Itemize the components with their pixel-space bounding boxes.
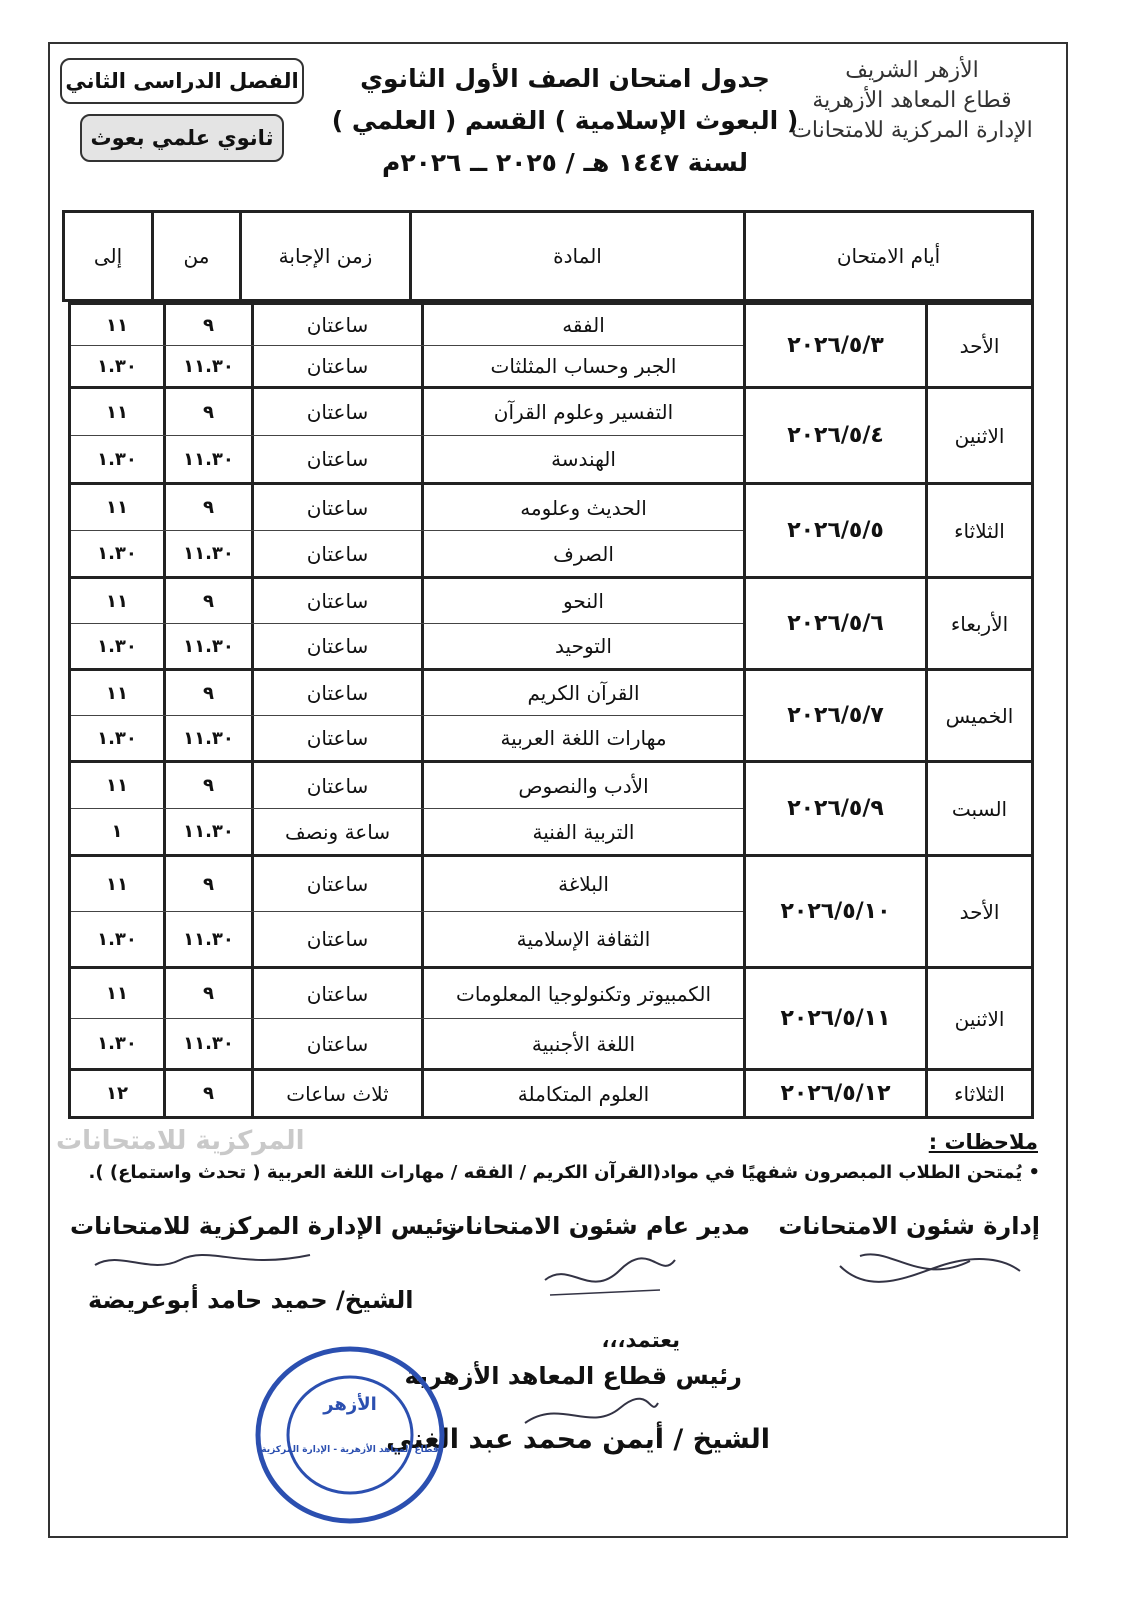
day-name: الأحد: [925, 305, 1031, 386]
subject: الكمبيوتر وتكنولوجيا المعلومات: [421, 969, 743, 1018]
duration: ساعة ونصف: [251, 809, 421, 854]
time-to: ١.٣٠: [97, 635, 137, 657]
day-name: الثلاثاء: [925, 1071, 1031, 1116]
sig-exam-affairs: إدارة شئون الامتحانات: [778, 1212, 1040, 1240]
table-row: [71, 305, 743, 345]
org-line-1: الأزهر الشريف: [845, 58, 979, 83]
time-from: ١١.٣٠: [163, 1019, 251, 1068]
schedule-table: [68, 302, 1034, 1119]
document-title: [330, 58, 800, 184]
sig-central-head: رئيس الإدارة المركزية للامتحانات: [70, 1212, 458, 1240]
subject: القرآن الكريم: [421, 671, 743, 715]
stamp-top-text: الأزهر: [323, 1394, 377, 1415]
day-name: السبت: [925, 763, 1031, 854]
exam-date: ٢٠٢٦/٥/٤: [743, 389, 925, 482]
exam-date: ٢٠٢٦/٥/٦: [743, 579, 925, 668]
col-header-from: من: [151, 213, 239, 299]
note-item: • يُمتحن الطلاب المبصرون شفهيًا في مواد(القرآن الكريم / الفقه / مهارات اللغة العربية ( تحدث واستماع) ).: [88, 1162, 1040, 1183]
duration: ساعتان: [251, 857, 421, 911]
approve-label: يعتمد،،،: [601, 1328, 680, 1352]
time-from: ٩: [163, 389, 251, 435]
exam-date: ٢٠٢٦/٥/٩: [743, 763, 925, 854]
subject: الأدب والنصوص: [421, 763, 743, 808]
term-label-box: الفصل الدراسى الثاني: [60, 58, 304, 104]
time-from: ١١.٣٠: [163, 716, 251, 760]
col-header-to: إلى: [93, 244, 123, 268]
time-from: ٩: [163, 1071, 251, 1116]
col-header-days: أيام الامتحان: [743, 213, 1031, 299]
table-row: [71, 1018, 743, 1068]
day-block: [71, 482, 1031, 576]
duration: ساعتان: [251, 579, 421, 623]
time-from: ٩: [163, 763, 251, 808]
subject: اللغة الأجنبية: [421, 1019, 743, 1068]
subject: الثقافة الإسلامية: [421, 912, 743, 966]
duration: ثلاث ساعات: [251, 1071, 421, 1116]
time-from: ١١.٣٠: [163, 346, 251, 386]
time-from: ٩: [163, 305, 251, 345]
signature-scribble-2: [540, 1240, 680, 1310]
time-from: ٩: [163, 671, 251, 715]
time-from: ١١.٣٠: [163, 531, 251, 576]
subject: الهندسة: [421, 436, 743, 482]
subject: الحديث وعلومه: [421, 485, 743, 530]
exam-date: ٢٠٢٦/٥/٣: [743, 305, 925, 386]
duration: ساعتان: [251, 389, 421, 435]
day-block: [71, 576, 1031, 668]
duration: ساعتان: [251, 305, 421, 345]
time-from: ٩: [163, 857, 251, 911]
table-row: [71, 763, 743, 808]
time-to: ١.٣٠: [97, 448, 137, 470]
day-name: الاثنين: [925, 969, 1031, 1068]
sig-sector-head: رئيس قطاع المعاهد الأزهرية: [404, 1362, 742, 1390]
org-line-2: قطاع المعاهد الأزهرية: [812, 88, 1012, 113]
time-to: ١١: [106, 590, 128, 612]
table-row: [71, 808, 743, 854]
exam-date: ٢٠٢٦/٥/١٢: [743, 1071, 925, 1116]
day-name: الأربعاء: [925, 579, 1031, 668]
table-row: [71, 911, 743, 966]
duration: ساعتان: [251, 671, 421, 715]
title-line-1: جدول امتحان الصف الأول الثانوي: [360, 64, 770, 93]
time-to: ١: [111, 821, 123, 842]
time-to: ١١: [106, 497, 128, 518]
day-name: الثلاثاء: [925, 485, 1031, 576]
time-to: ١١: [106, 682, 128, 704]
signature-scribble-3: [90, 1240, 320, 1290]
signature-scribble-4: [520, 1388, 660, 1438]
duration: ساعتان: [251, 763, 421, 808]
table-row: [71, 389, 743, 435]
duration: ساعتان: [251, 1019, 421, 1068]
day-block: [71, 966, 1031, 1068]
duration: ساعتان: [251, 531, 421, 576]
subject: الجبر وحساب المثلثات: [421, 346, 743, 386]
watermark: المركزية للامتحانات: [56, 1126, 305, 1156]
signature-scribble-1: [830, 1236, 1030, 1306]
time-from: ٩: [163, 579, 251, 623]
time-to: ١.٣٠: [97, 928, 137, 950]
time-to: ١.٣٠: [97, 355, 137, 377]
time-from: ٩: [163, 485, 251, 530]
subject: مهارات اللغة العربية: [421, 716, 743, 760]
duration: ساعتان: [251, 969, 421, 1018]
time-to: ١١: [106, 401, 128, 423]
time-to: ١.٣٠: [97, 727, 137, 749]
table-header: [62, 210, 1034, 302]
type-label-box: ثانوي علمي بعوث: [80, 114, 284, 162]
notes-title: ملاحظات :: [928, 1130, 1038, 1154]
col-header-duration: زمن الإجابة: [239, 213, 409, 299]
day-name: الخميس: [925, 671, 1031, 760]
time-from: ٩: [163, 969, 251, 1018]
sig-central-head-name: الشيخ/ حميد حامد أبوعريضة: [88, 1286, 414, 1314]
time-to: ١١: [106, 983, 128, 1004]
time-to: ١.٣٠: [97, 543, 137, 564]
table-row: [71, 485, 743, 530]
day-block: [71, 302, 1031, 386]
table-row: [71, 345, 743, 386]
table-row: [71, 857, 743, 911]
day-block: [71, 760, 1031, 854]
sig-sector-head-name: الشيخ / أيمن محمد عبد الغني: [386, 1424, 770, 1455]
time-from: ١١.٣٠: [163, 436, 251, 482]
subject: التفسير وعلوم القرآن: [421, 389, 743, 435]
duration: ساعتان: [251, 346, 421, 386]
subject: البلاغة: [421, 857, 743, 911]
duration: ساعتان: [251, 485, 421, 530]
exam-date: ٢٠٢٦/٥/١٠: [743, 857, 925, 966]
organization-header: [782, 56, 1042, 146]
time-from: ١١.٣٠: [163, 912, 251, 966]
exam-date: ٢٠٢٦/٥/١١: [743, 969, 925, 1068]
sig-general-manager: مدير عام شئون الامتحانات: [441, 1212, 750, 1240]
duration: ساعتان: [251, 624, 421, 668]
exam-date: ٢٠٢٦/٥/٥: [743, 485, 925, 576]
time-to: ١.٣٠: [97, 1033, 137, 1054]
stamp-ring-text: قطاع المعاهد الأزهرية - الإدارة المركزية: [261, 1445, 439, 1455]
table-row: [71, 715, 743, 760]
time-to: ١١: [106, 775, 128, 796]
title-line-2: ( البعوث الإسلامية ) القسم ( العلمي ): [331, 106, 799, 135]
subject: التوحيد: [421, 624, 743, 668]
day-name: الاثنين: [925, 389, 1031, 482]
table-row: [71, 579, 743, 623]
subject: النحو: [421, 579, 743, 623]
subject: الفقه: [421, 305, 743, 345]
org-line-3: الإدارة المركزية للامتحانات: [791, 118, 1033, 143]
table-row: [71, 623, 743, 668]
subject: الصرف: [421, 531, 743, 576]
day-block: [71, 854, 1031, 966]
subject: العلوم المتكاملة: [421, 1071, 743, 1116]
subject: التربية الفنية: [421, 809, 743, 854]
official-stamp: [250, 1340, 450, 1530]
table-row: [71, 435, 743, 482]
table-row: [71, 530, 743, 576]
day-name: الأحد: [925, 857, 1031, 966]
duration: ساعتان: [251, 436, 421, 482]
table-row: [71, 969, 743, 1018]
time-to: ١٢: [106, 1083, 128, 1104]
time-from: ١١.٣٠: [163, 624, 251, 668]
table-row: [71, 1071, 743, 1116]
time-from: ١١.٣٠: [163, 809, 251, 854]
day-block: [71, 386, 1031, 482]
day-block: [71, 1068, 1031, 1116]
table-row: [71, 671, 743, 715]
day-block: [71, 668, 1031, 760]
exam-date: ٢٠٢٦/٥/٧: [743, 671, 925, 760]
time-to: ١١: [106, 314, 128, 336]
time-to: ١١: [106, 873, 128, 895]
duration: ساعتان: [251, 912, 421, 966]
title-line-3: لسنة ١٤٤٧ هـ / ٢٠٢٥ ــ ٢٠٢٦م: [382, 148, 748, 177]
col-header-subject: المادة: [409, 213, 743, 299]
duration: ساعتان: [251, 716, 421, 760]
